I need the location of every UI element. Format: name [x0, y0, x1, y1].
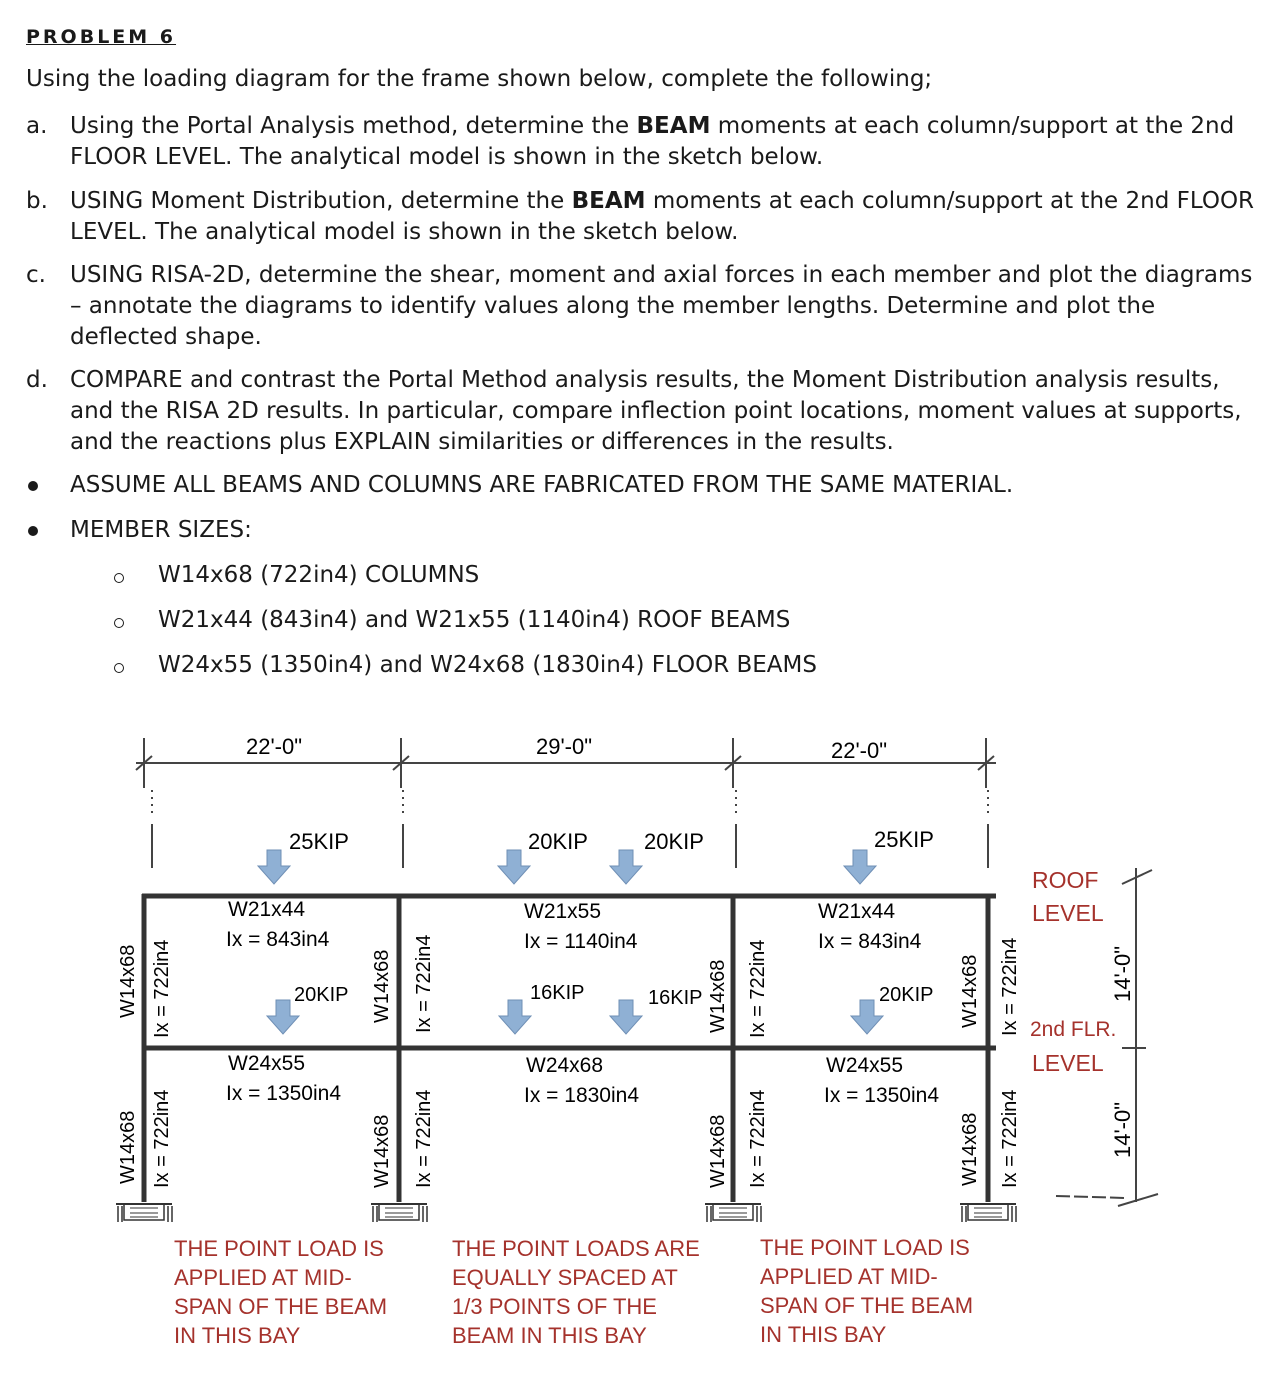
bullet-circle — [114, 573, 124, 583]
col-2-lower-section: W14x68 — [371, 1114, 393, 1188]
question-label: a. — [26, 113, 48, 139]
bullet-member-sizes: MEMBER SIZES: — [26, 517, 252, 543]
col-2-upper-ix: Ix = 722in4 — [413, 934, 435, 1033]
floor-beam-1-section: W24x55 — [228, 1052, 306, 1075]
roof-beam-1-section: W21x44 — [228, 898, 306, 921]
col-3-lower-section: W14x68 — [707, 1114, 729, 1188]
col-2-upper-section: W14x68 — [371, 949, 393, 1023]
fixed-support-4 — [960, 1204, 1016, 1222]
roof-load-1: 25KIP — [289, 829, 349, 854]
fixed-support-2 — [371, 1204, 427, 1222]
extension-lines — [152, 790, 988, 816]
member-size-columns: W14x68 (722in4) COLUMNS — [112, 562, 479, 588]
roof-beam-3-section: W21x44 — [818, 900, 896, 923]
roof-beam-2-ix: Ix = 1140in4 — [524, 930, 638, 953]
span-2-label: 29'-0" — [536, 734, 593, 759]
roof-load-arrow-2 — [498, 850, 530, 884]
frame-svg — [96, 718, 1196, 1238]
col-4-upper-ix: Ix = 722in4 — [999, 937, 1021, 1036]
floor-beam-3-ix: Ix = 1350in4 — [824, 1084, 940, 1107]
bullet-material: ASSUME ALL BEAMS AND COLUMNS ARE FABRICATED FROM THE SAME MATERIAL. — [26, 472, 1013, 498]
question-a — [26, 111, 1256, 173]
floor-load-2: 16KIP — [530, 982, 585, 1004]
question-text: Using the Portal Analysis method, determine the BEAM moments at each column/support at the 2nd FLOOR LEVEL. The analytical model is shown in the sketch below. — [70, 113, 1235, 170]
question-d — [26, 365, 1256, 458]
question-text: USING Moment Distribution, determine the BEAM moments at each column/support at the 2nd FLOOR LEVEL. The analytical model is shown in the sketch below. — [70, 188, 1255, 245]
lower-height-label: 14'-0" — [1110, 1101, 1135, 1158]
col-4-lower-section: W14x68 — [959, 1112, 981, 1186]
bullet-dot — [28, 481, 38, 491]
question-label: d. — [26, 367, 48, 393]
col-3-lower-ix: Ix = 722in4 — [747, 1089, 769, 1188]
floor-load-arrow-3 — [610, 1000, 642, 1034]
problem-intro: Using the loading diagram for the frame shown below, complete the following; — [26, 66, 933, 92]
note-bay-1: THE POINT LOAD IS APPLIED AT MID- SPAN OF THE BEAM IN THIS BAY — [174, 1236, 388, 1348]
span-3-label: 22'-0" — [831, 738, 888, 763]
floor-load-arrow-2 — [499, 1000, 531, 1034]
roof-load-arrow-4 — [844, 850, 876, 884]
floor-beam-2-section: W24x68 — [526, 1054, 604, 1077]
bullet-circle — [114, 618, 124, 628]
question-label: c. — [26, 262, 46, 288]
roof-load-3: 20KIP — [644, 829, 704, 854]
floor-level-label-1: 2nd FLR. — [1030, 1018, 1117, 1041]
question-c — [26, 260, 1256, 353]
roof-beam-2-section: W21x55 — [524, 900, 602, 923]
note-bay-2: THE POINT LOADS ARE EQUALLY SPACED AT 1/3 POINTS OF THE BEAM IN THIS BAY — [452, 1236, 700, 1348]
fixed-support-3 — [705, 1204, 761, 1222]
upper-height-label: 14'-0" — [1110, 945, 1135, 1002]
fixed-support-1 — [116, 1204, 172, 1222]
col-3-upper-section: W14x68 — [707, 959, 729, 1033]
problem-title: PROBLEM 6 — [26, 26, 177, 48]
question-b — [26, 186, 1256, 248]
roof-load-4: 25KIP — [874, 827, 934, 852]
span-1-label: 22'-0" — [246, 734, 303, 759]
frame-diagram — [96, 718, 1196, 1242]
roof-level-label-2: LEVEL — [1032, 900, 1104, 926]
col-1-upper-ix: Ix = 722in4 — [151, 939, 173, 1038]
floor-load-4: 20KIP — [879, 984, 934, 1006]
floor-load-3: 16KIP — [648, 987, 703, 1009]
col-2-lower-ix: Ix = 722in4 — [413, 1089, 435, 1188]
question-text: COMPARE and contrast the Portal Method analysis results, the Moment Distribution analysis results, and the RISA 2D results. In particular, compare inflection point locations, moment values at supports, and the reactions plus EXPLAIN similarities or differences in the results. — [70, 367, 1242, 455]
roof-load-arrow-3 — [610, 850, 642, 884]
roof-beam-3-ix: Ix = 843in4 — [818, 930, 922, 953]
col-4-lower-ix: Ix = 722in4 — [999, 1089, 1021, 1188]
col-3-upper-ix: Ix = 722in4 — [747, 939, 769, 1038]
floor-beam-1-ix: Ix = 1350in4 — [226, 1082, 342, 1105]
question-text: USING RISA-2D, determine the shear, moment and axial forces in each member and plot the diagrams – annotate the diagrams to identify values along the member lengths. Determine and plot the deflected shape. — [70, 262, 1253, 350]
bullet-circle — [114, 663, 124, 673]
floor-beam-2-ix: Ix = 1830in4 — [524, 1084, 640, 1107]
col-4-upper-section: W14x68 — [959, 954, 981, 1028]
roof-load-arrow-1 — [258, 850, 290, 884]
roof-load-2: 20KIP — [528, 829, 588, 854]
col-1-lower-ix: Ix = 722in4 — [151, 1089, 173, 1188]
bullet-dot — [28, 526, 38, 536]
floor-load-1: 20KIP — [294, 984, 349, 1006]
floor-level-label-2: LEVEL — [1032, 1050, 1104, 1076]
col-1-upper-section: W14x68 — [117, 944, 139, 1018]
floor-beam-3-section: W24x55 — [826, 1054, 904, 1077]
note-bay-3: THE POINT LOAD IS APPLIED AT MID- SPAN OF THE BEAM IN THIS BAY — [760, 1235, 974, 1347]
roof-beam-1-ix: Ix = 843in4 — [226, 928, 330, 951]
question-label: b. — [26, 188, 48, 214]
col-1-lower-section: W14x68 — [117, 1110, 139, 1184]
member-size-floor-beams: W24x55 (1350in4) and W24x68 (1830in4) FLOOR BEAMS — [112, 652, 817, 678]
member-size-roof-beams: W21x44 (843in4) and W21x55 (1140in4) ROOF BEAMS — [112, 607, 790, 633]
roof-level-label-1: ROOF — [1032, 867, 1099, 893]
